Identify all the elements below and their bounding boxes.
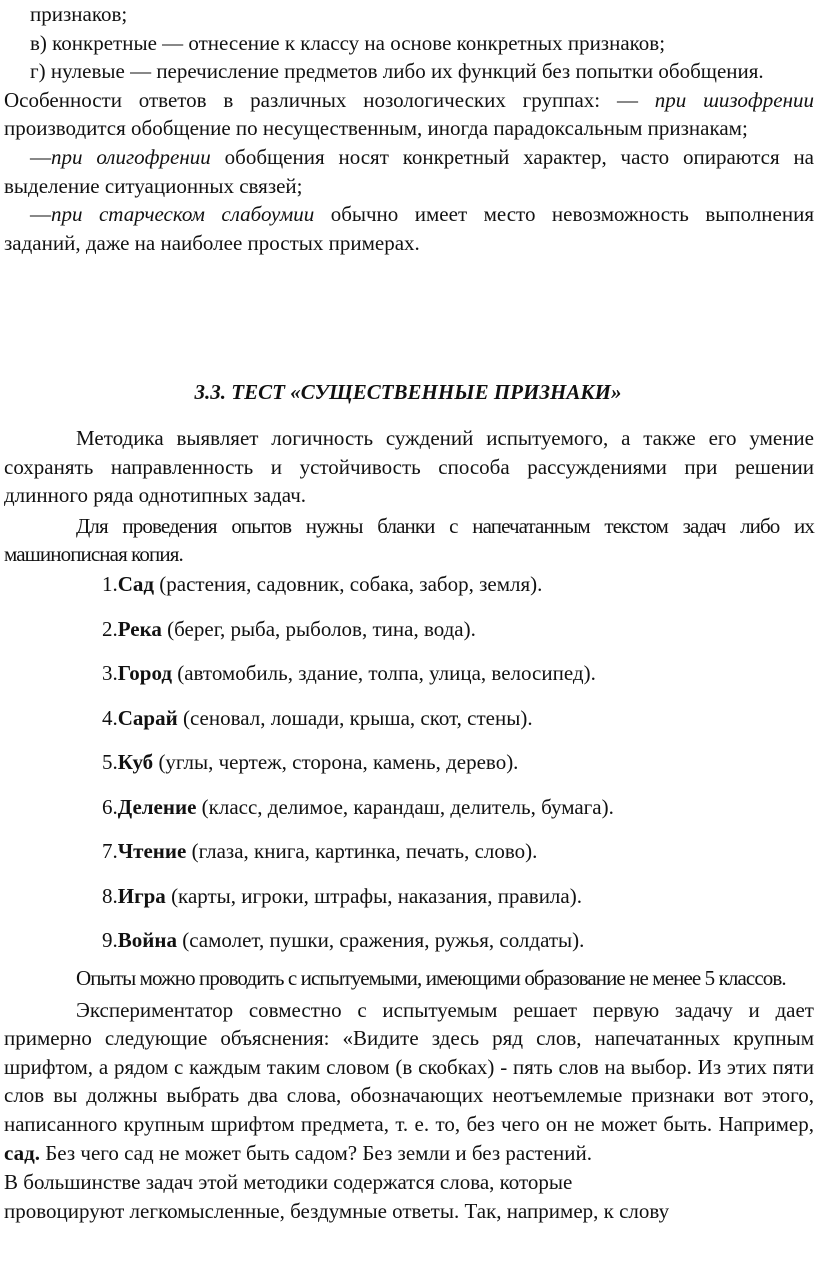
closing-line-2: провоцируют легкомысленные, бездумные ответы. Так, например, к слову <box>4 1198 670 1223</box>
task-item <box>0 704 816 749</box>
task-word: Сад <box>117 572 155 596</box>
features-paragraph <box>4 86 814 143</box>
task-word: Река <box>117 616 162 641</box>
list-item-v: в) конкретные — отнесение к классу на основе конкретных признаков; <box>30 30 666 55</box>
explanation-text-end: Без чего сад не может быть садом? Без земли и без растений. <box>45 1140 593 1165</box>
task-item <box>0 837 816 882</box>
task-options: (сеновал, лошади, крыша, скот, стены). <box>177 705 533 730</box>
method-paragraph-2: Для проведения опытов нужны бланки с напечатанным текстом задач либо их машинописная копия. <box>4 513 814 567</box>
task-list <box>0 570 816 971</box>
task-word: Война <box>117 928 177 952</box>
task-number: 4. <box>102 705 118 730</box>
oligophrenia-paragraph <box>4 143 814 200</box>
instructions-block <box>4 964 814 1225</box>
task-number: 5. <box>102 750 118 774</box>
example-word: сад. <box>4 1140 40 1165</box>
oligophrenia-text: обобщения носят конкретный характер, часто опираются на выделение ситуационных связей; <box>4 144 814 198</box>
task-item <box>0 615 816 660</box>
oligophrenia-term: при олигофрении <box>51 144 211 169</box>
section-heading: 3.3. ТЕСТ «СУЩЕСТВЕННЫЕ ПРИЗНАКИ» <box>194 380 622 404</box>
features-intro: Особенности ответов в различных нозологических группах: — <box>4 87 638 112</box>
task-number: 2. <box>102 616 118 641</box>
senile-text: обычно имеет место невозможность выполнения заданий, даже на наиболее простых примерах. <box>4 202 814 255</box>
task-word: Деление <box>117 794 197 819</box>
task-word: Чтение <box>117 839 187 863</box>
explanation-text: Экспериментатор совместно с испытуемым решает первую задачу и дает примерно следующие объяснения: «Видите здесь ряд слов, напечатанных крупным шрифтом, а рядом с каждым таким словом (в скобках) - пять слов на выбор. Из этих пяти слов вы должны выбрать два слова, обозначающих неотъемлемые признаки вот этого, написанного крупным шрифтом предмета, т. е. то, без чего он не может быть. Например, <box>4 997 814 1136</box>
method-paragraph-1: Методика выявляет логичность суждений испытуемого, а также его умение сохранять направленность и устойчивость способа рассуждениями при решении длинного ряда однотипных задач. <box>4 426 814 508</box>
task-word: Игра <box>117 883 166 908</box>
task-number: 8. <box>102 883 118 908</box>
task-item <box>0 570 816 615</box>
task-number: 6. <box>102 794 118 819</box>
top-text-block <box>4 0 814 257</box>
senile-term: при старческом слабоумии <box>51 202 315 227</box>
list-item-g: г) нулевые — перечисление предметов либо их функций без попытки обобщения. <box>30 59 764 84</box>
task-options: (класс, делимое, карандаш, делитель, бумага). <box>196 794 614 819</box>
task-word: Город <box>117 661 172 685</box>
text-line: признаков; <box>30 2 128 26</box>
senile-paragraph <box>4 200 814 257</box>
task-options: (самолет, пушки, сражения, ружья, солдаты). <box>176 928 585 952</box>
task-item <box>0 882 816 927</box>
task-item <box>0 748 816 793</box>
dash: — <box>30 202 51 227</box>
conditions-paragraph: Опыты можно проводить с испытуемыми, имеющими образование не менее 5 классов. <box>76 966 786 990</box>
task-options: (растения, садовник, собака, забор, земля). <box>154 572 543 596</box>
dash: — <box>30 144 51 169</box>
method-block <box>4 424 814 569</box>
task-word: Сарай <box>117 705 178 730</box>
task-item <box>0 793 816 838</box>
task-number: 1. <box>102 572 118 596</box>
task-options: (берег, рыба, рыболов, тина, вода). <box>161 616 476 641</box>
schizophrenia-text: производится обобщение по несущественным, иногда парадоксальным признакам; <box>4 116 748 141</box>
task-number: 3. <box>102 661 118 685</box>
task-options: (глаза, книга, картинка, печать, слово). <box>186 839 538 863</box>
task-item <box>0 659 816 704</box>
task-options: (автомобиль, здание, толпа, улица, велосипед). <box>171 661 596 685</box>
closing-line-1: В большинстве задач этой методики содержатся слова, которые <box>4 1170 573 1195</box>
schizophrenia-term: при шизофрении <box>654 87 814 112</box>
task-number: 9. <box>102 928 118 952</box>
task-options: (углы, чертеж, сторона, камень, дерево). <box>153 750 519 774</box>
task-word: Куб <box>117 750 154 774</box>
explanation-paragraph <box>4 996 814 1168</box>
task-number: 7. <box>102 839 118 863</box>
task-options: (карты, игроки, штрафы, наказания, правила). <box>165 883 582 908</box>
